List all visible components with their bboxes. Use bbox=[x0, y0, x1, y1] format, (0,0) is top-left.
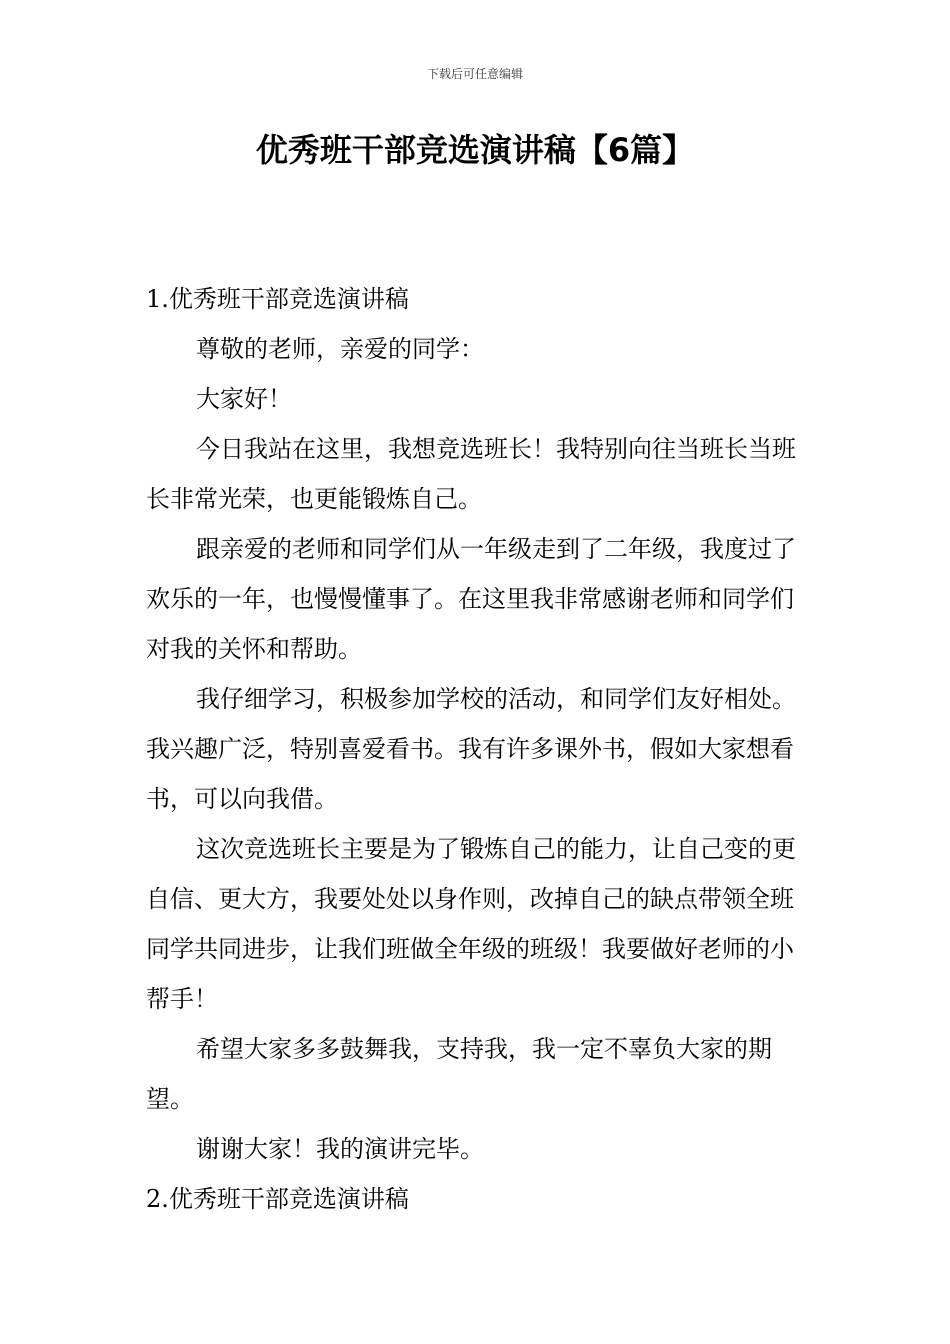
paragraph-self-description: 我仔细学习，积极参加学校的活动，和同学们友好相处。我兴趣广泛，特别喜爱看书。我有许多课外书，假如大家想看书，可以向我借。 bbox=[146, 685, 796, 813]
paragraph-goals: 这次竞选班长主要是为了锻炼自己的能力，让自己变的更自信、更大方，我要处处以身作则，改掉自己的缺点带领全班同学共同进步，让我们班做全年级的班级！我要做好老师的小帮手！ bbox=[146, 835, 796, 1013]
paragraph-salutation: 尊敬的老师，亲爱的同学： bbox=[196, 335, 484, 363]
paragraph-gratitude: 跟亲爱的老师和同学们从一年级走到了二年级，我度过了欢乐的一年，也慢慢懂事了。在这里我非常感谢老师和同学们对我的关怀和帮助。 bbox=[146, 535, 796, 663]
paragraph-intro: 今日我站在这里，我想竞选班长！我特别向往当班长当班长非常光荣，也更能锻炼自己。 bbox=[146, 435, 796, 513]
header-note: 下载后可任意编辑 bbox=[426, 67, 523, 81]
section-heading-2: 2.优秀班干部竞选演讲稿 bbox=[146, 1185, 409, 1213]
paragraph-closing: 谢谢大家！我的演讲完毕。 bbox=[196, 1135, 484, 1163]
paragraph-request-support: 希望大家多多鼓舞我，支持我，我一定不辜负大家的期望。 bbox=[146, 1035, 772, 1113]
paragraph-greeting: 大家好！ bbox=[196, 385, 292, 413]
section-heading-1: 1.优秀班干部竞选演讲稿 bbox=[146, 285, 409, 313]
document-body bbox=[146, 274, 808, 1224]
document-title: 优秀班干部竞选演讲稿【6篇】 bbox=[255, 131, 695, 169]
